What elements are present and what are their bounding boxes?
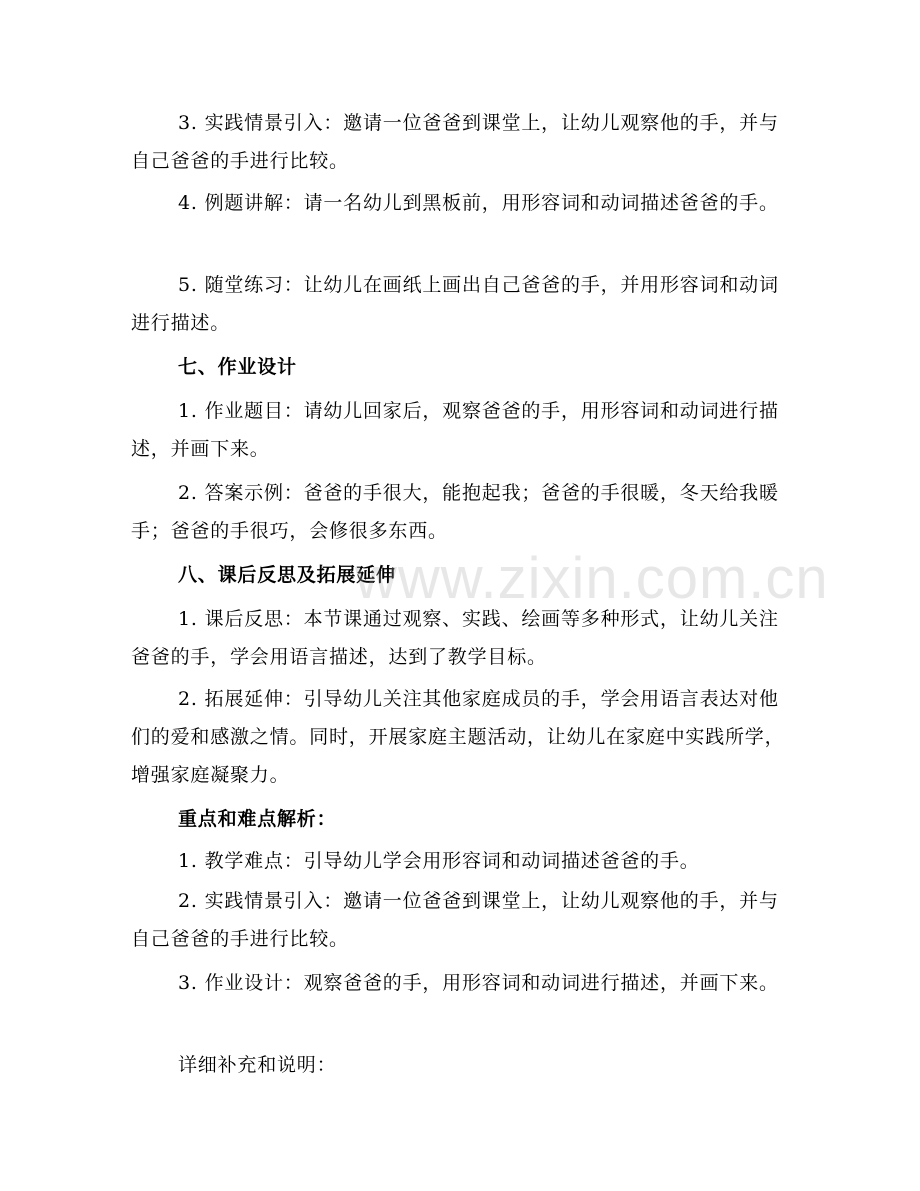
paragraph-after-class-reflection: 1. 课后反思：本节课通过观察、实践、绘画等多种形式，让幼儿关注爸爸的手，学会用语言描述，达到了教学目标。 — [131, 608, 779, 668]
paragraph-practice-intro-repeat: 2. 实践情景引入：邀请一位爸爸到课堂上，让幼儿观察他的手，并与自己爸爸的手进行比较。 — [131, 890, 779, 950]
paragraph-practice-intro: 3. 实践情景引入：邀请一位爸爸到课堂上，让幼儿观察他的手，并与自己爸爸的手进行比较。 — [131, 112, 779, 172]
paragraph-classroom-practice: 5. 随堂练习：让幼儿在画纸上画出自己爸爸的手，并用形容词和动词进行描述。 — [131, 274, 779, 334]
section-heading-reflection-extension: 八、课后反思及拓展延伸 — [178, 564, 396, 586]
paragraph-extension: 2. 拓展延伸：引导幼儿关注其他家庭成员的手，学会用语言表达对他们的爱和感激之情。同时，开展家庭主题活动，让幼儿在家庭中实践所学，增强家庭凝聚力。 — [131, 688, 785, 786]
section-heading-key-points: 重点和难点解析： — [178, 808, 337, 830]
paragraph-homework-topic: 1. 作业题目：请幼儿回家后，观察爸爸的手，用形容词和动词进行描述，并画下来。 — [131, 400, 779, 460]
paragraph-answer-example: 2. 答案示例：爸爸的手很大，能抱起我；爸爸的手很暖，冬天给我暖手；爸爸的手很巧，会修很多东西。 — [131, 482, 779, 542]
paragraph-example-explanation: 4. 例题讲解：请一名幼儿到黑板前，用形容词和动词描述爸爸的手。 — [178, 192, 779, 214]
section-heading-homework-design: 七、作业设计 — [178, 356, 297, 378]
paragraph-detailed-notes: 详细补充和说明： — [178, 1054, 337, 1076]
watermark-text: www.zixin.com.cn — [355, 546, 829, 611]
paragraph-homework-design: 3. 作业设计：观察爸爸的手，用形容词和动词进行描述，并画下来。 — [178, 972, 779, 994]
paragraph-teaching-difficulty: 1. 教学难点：引导幼儿学会用形容词和动词描述爸爸的手。 — [178, 850, 700, 872]
